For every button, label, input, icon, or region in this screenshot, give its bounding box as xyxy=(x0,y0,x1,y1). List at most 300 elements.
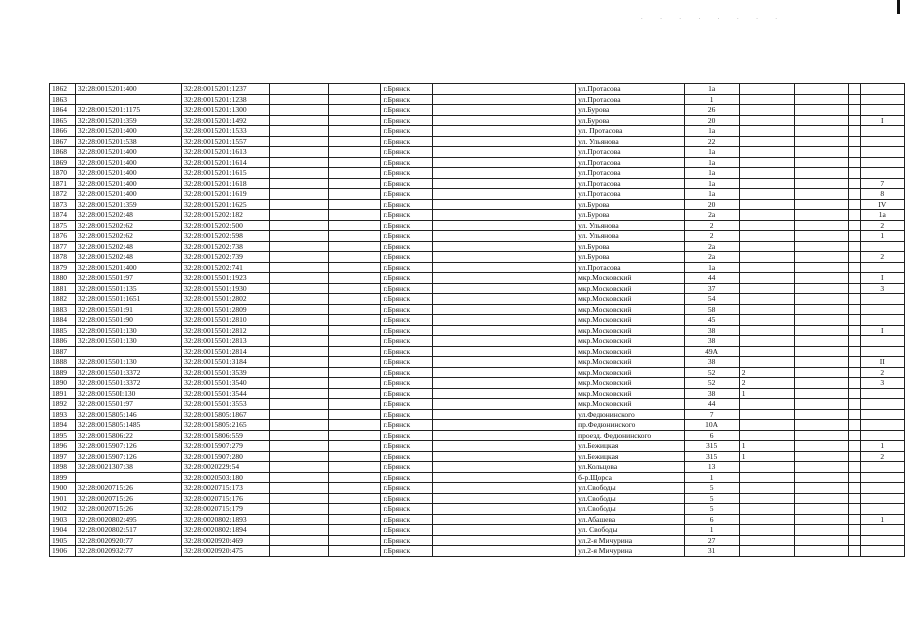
street-cell: ул.Бурова xyxy=(576,252,684,263)
blank-cell xyxy=(848,514,860,525)
blank-cell xyxy=(433,504,576,515)
blank-cell xyxy=(269,514,328,525)
premises-cell: 2 xyxy=(860,367,904,378)
blank-cell xyxy=(269,126,328,137)
blank-cell xyxy=(433,273,576,284)
street-cell: ул.Федюнинского xyxy=(576,409,684,420)
blank-cell xyxy=(269,535,328,546)
blank-cell xyxy=(794,493,848,504)
blank-cell xyxy=(328,483,381,494)
house-cell: 1а xyxy=(684,157,739,168)
table-row xyxy=(50,273,905,284)
blank-cell xyxy=(794,178,848,189)
house-cell: 52 xyxy=(684,378,739,389)
blank-cell xyxy=(328,378,381,389)
object-cadastral-cell: 32:28:0020715:173 xyxy=(182,483,270,494)
object-cadastral-cell: 32:28:0015201:1492 xyxy=(182,115,270,126)
city-cell: г.Брянск xyxy=(381,546,433,557)
blank-cell xyxy=(433,535,576,546)
blank-cell xyxy=(848,420,860,431)
table-row xyxy=(50,157,905,168)
premises-cell: 2 xyxy=(860,252,904,263)
row-number-cell: 1881 xyxy=(50,283,76,294)
blank-cell xyxy=(269,115,328,126)
building-cell xyxy=(739,462,794,473)
row-number-cell: 1899 xyxy=(50,472,76,483)
blank-cell xyxy=(269,325,328,336)
street-cell: пр.Федюнинского xyxy=(576,420,684,431)
table-row xyxy=(50,126,905,137)
land-cadastral-cell: 32:28:001550I:130 xyxy=(75,388,181,399)
house-cell: 1а xyxy=(684,262,739,273)
blank-cell xyxy=(433,189,576,200)
blank-cell xyxy=(848,199,860,210)
street-cell: мкр.Московский xyxy=(576,346,684,357)
building-cell xyxy=(739,178,794,189)
page-edge-mark xyxy=(897,0,900,14)
object-cadastral-cell: 32:28:0020715:179 xyxy=(182,504,270,515)
land-cadastral-cell: 32:28:0020920:77 xyxy=(75,535,181,546)
building-cell xyxy=(739,252,794,263)
street-cell: ул.2-я Мичурина xyxy=(576,535,684,546)
premises-cell: 2 xyxy=(860,220,904,231)
table-row xyxy=(50,388,905,399)
blank-cell xyxy=(794,378,848,389)
row-number-cell: 1906 xyxy=(50,546,76,557)
object-cadastral-cell: 32:28:0015501:2813 xyxy=(182,336,270,347)
blank-cell xyxy=(269,357,328,368)
blank-cell xyxy=(433,546,576,557)
blank-cell xyxy=(848,388,860,399)
house-cell: 6 xyxy=(684,430,739,441)
blank-cell xyxy=(848,325,860,336)
row-number-cell: 1893 xyxy=(50,409,76,420)
table-row xyxy=(50,168,905,179)
blank-cell xyxy=(269,546,328,557)
blank-cell xyxy=(794,283,848,294)
premises-cell xyxy=(860,94,904,105)
row-number-cell: 1900 xyxy=(50,483,76,494)
city-cell: г.Брянск xyxy=(381,199,433,210)
premises-cell: IV xyxy=(860,199,904,210)
blank-cell xyxy=(794,367,848,378)
blank-cell xyxy=(794,126,848,137)
building-cell: 1 xyxy=(739,388,794,399)
city-cell: г.Брянск xyxy=(381,420,433,431)
blank-cell xyxy=(269,283,328,294)
blank-cell xyxy=(848,493,860,504)
city-cell: г.Брянск xyxy=(381,535,433,546)
premises-cell xyxy=(860,483,904,494)
blank-cell xyxy=(848,136,860,147)
house-cell: 1а xyxy=(684,147,739,158)
table-row xyxy=(50,357,905,368)
table-row xyxy=(50,189,905,200)
house-cell: 2а xyxy=(684,241,739,252)
street-cell: мкр.Московский xyxy=(576,273,684,284)
land-cadastral-cell: 32:28:0015201:359 xyxy=(75,115,181,126)
street-cell: мкр.Московский xyxy=(576,294,684,305)
table-row xyxy=(50,315,905,326)
street-cell: ул.Бурова xyxy=(576,199,684,210)
land-cadastral-cell: 32:28:0015501:1651 xyxy=(75,294,181,305)
blank-cell xyxy=(794,483,848,494)
building-cell xyxy=(739,346,794,357)
house-cell: 13 xyxy=(684,462,739,473)
street-cell: ул.Бурова xyxy=(576,105,684,116)
blank-cell xyxy=(269,483,328,494)
blank-cell xyxy=(328,535,381,546)
city-cell: г.Брянск xyxy=(381,388,433,399)
table-row xyxy=(50,115,905,126)
building-cell xyxy=(739,399,794,410)
city-cell: г.Брянск xyxy=(381,514,433,525)
row-number-cell: 1891 xyxy=(50,388,76,399)
land-cadastral-cell: 32:28:0015202:48 xyxy=(75,252,181,263)
blank-cell xyxy=(848,304,860,315)
blank-cell xyxy=(328,210,381,221)
premises-cell xyxy=(860,493,904,504)
house-cell: 1 xyxy=(684,472,739,483)
table-row xyxy=(50,262,905,273)
street-cell: ул.Свободы xyxy=(576,493,684,504)
street-cell: мкр.Московский xyxy=(576,378,684,389)
city-cell: г.Брянск xyxy=(381,315,433,326)
blank-cell xyxy=(794,325,848,336)
land-cadastral-cell: 32:28:0015501:130 xyxy=(75,357,181,368)
city-cell: г.Брянск xyxy=(381,357,433,368)
blank-cell xyxy=(269,388,328,399)
table-row xyxy=(50,325,905,336)
building-cell xyxy=(739,325,794,336)
land-cadastral-cell: 32:28:0015201:400 xyxy=(75,157,181,168)
blank-cell xyxy=(848,115,860,126)
blank-cell xyxy=(269,147,328,158)
blank-cell xyxy=(794,199,848,210)
building-cell xyxy=(739,84,794,95)
street-cell: ул.Свободы xyxy=(576,504,684,515)
object-cadastral-cell: 32:28:0015501:1930 xyxy=(182,283,270,294)
premises-cell xyxy=(860,147,904,158)
building-cell xyxy=(739,283,794,294)
city-cell: г.Брянск xyxy=(381,241,433,252)
premises-cell xyxy=(860,346,904,357)
street-cell: мкр.Московский xyxy=(576,283,684,294)
row-number-cell: 1863 xyxy=(50,94,76,105)
house-cell: 38 xyxy=(684,325,739,336)
city-cell: г.Брянск xyxy=(381,252,433,263)
table-row xyxy=(50,472,905,483)
object-cadastral-cell: 32:28:0015202:741 xyxy=(182,262,270,273)
building-cell xyxy=(739,336,794,347)
blank-cell xyxy=(433,283,576,294)
object-cadastral-cell: 32:28:0015907:280 xyxy=(182,451,270,462)
table-row xyxy=(50,441,905,452)
building-cell xyxy=(739,315,794,326)
land-cadastral-cell: 32:28:0015201:400 xyxy=(75,84,181,95)
city-cell: г.Брянск xyxy=(381,525,433,536)
city-cell: г.Брянск xyxy=(381,493,433,504)
land-cadastral-cell: 32:28:0015201:359 xyxy=(75,199,181,210)
row-number-cell: 1862 xyxy=(50,84,76,95)
blank-cell xyxy=(848,84,860,95)
land-cadastral-cell xyxy=(75,472,181,483)
premises-cell xyxy=(860,126,904,137)
blank-cell xyxy=(328,514,381,525)
house-cell: 26 xyxy=(684,105,739,116)
blank-cell xyxy=(848,157,860,168)
city-cell: г.Брянск xyxy=(381,472,433,483)
blank-cell xyxy=(794,346,848,357)
row-number-cell: 1867 xyxy=(50,136,76,147)
blank-cell xyxy=(328,409,381,420)
city-cell: г.Брянск xyxy=(381,157,433,168)
land-cadastral-cell: 32:28:0015501:135 xyxy=(75,283,181,294)
building-cell xyxy=(739,294,794,305)
blank-cell xyxy=(794,420,848,431)
blank-cell xyxy=(794,472,848,483)
row-number-cell: 1868 xyxy=(50,147,76,158)
blank-cell xyxy=(269,136,328,147)
blank-cell xyxy=(269,252,328,263)
blank-cell xyxy=(328,462,381,473)
blank-cell xyxy=(328,220,381,231)
table-row xyxy=(50,283,905,294)
land-cadastral-cell xyxy=(75,346,181,357)
house-cell: 2а xyxy=(684,252,739,263)
city-cell: г.Брянск xyxy=(381,126,433,137)
blank-cell xyxy=(433,336,576,347)
blank-cell xyxy=(433,84,576,95)
object-cadastral-cell: 32:28:0015202:182 xyxy=(182,210,270,221)
house-cell: 1 xyxy=(684,525,739,536)
blank-cell xyxy=(848,220,860,231)
premises-cell xyxy=(860,336,904,347)
object-cadastral-cell: 32:28:0015202:500 xyxy=(182,220,270,231)
premises-cell xyxy=(860,525,904,536)
object-cadastral-cell: 32:28:0015201:1615 xyxy=(182,168,270,179)
blank-cell xyxy=(848,105,860,116)
blank-cell xyxy=(433,157,576,168)
city-cell: г.Брянск xyxy=(381,441,433,452)
blank-cell xyxy=(328,399,381,410)
premises-cell xyxy=(860,168,904,179)
street-cell: ул.Протасова xyxy=(576,189,684,200)
city-cell: г.Брянск xyxy=(381,94,433,105)
land-cadastral-cell: 32:28:0015202:62 xyxy=(75,220,181,231)
row-number-cell: 1877 xyxy=(50,241,76,252)
row-number-cell: 1885 xyxy=(50,325,76,336)
registry-body xyxy=(50,84,905,557)
blank-cell xyxy=(794,210,848,221)
table-row xyxy=(50,483,905,494)
premises-cell xyxy=(860,241,904,252)
street-cell: ул.2-я Мичурина xyxy=(576,546,684,557)
object-cadastral-cell: 32:28:0015805:1867 xyxy=(182,409,270,420)
blank-cell xyxy=(794,399,848,410)
object-cadastral-cell: 32:28:0015201:1618 xyxy=(182,178,270,189)
object-cadastral-cell: 32:28:0020503:180 xyxy=(182,472,270,483)
blank-cell xyxy=(269,441,328,452)
object-cadastral-cell: 32:28:0015501:2810 xyxy=(182,315,270,326)
land-cadastral-cell: 32:28:0015201:400 xyxy=(75,126,181,137)
premises-cell xyxy=(860,535,904,546)
land-cadastral-cell: 32:28:0015201:400 xyxy=(75,189,181,200)
street-cell: ул.Протасова xyxy=(576,94,684,105)
house-cell: 1а xyxy=(684,84,739,95)
object-cadastral-cell: 32:28:0020920:469 xyxy=(182,535,270,546)
blank-cell xyxy=(848,430,860,441)
blank-cell xyxy=(794,315,848,326)
row-number-cell: 1865 xyxy=(50,115,76,126)
blank-cell xyxy=(328,231,381,242)
blank-cell xyxy=(794,546,848,557)
land-cadastral-cell: 32:28:0021307:38 xyxy=(75,462,181,473)
city-cell: г.Брянск xyxy=(381,273,433,284)
premises-cell xyxy=(860,304,904,315)
row-number-cell: 1866 xyxy=(50,126,76,137)
blank-cell xyxy=(433,262,576,273)
blank-cell xyxy=(269,189,328,200)
street-cell: ул. Протасова xyxy=(576,126,684,137)
building-cell xyxy=(739,546,794,557)
street-cell: проезд. Федюнинского xyxy=(576,430,684,441)
building-cell xyxy=(739,210,794,221)
blank-cell xyxy=(433,115,576,126)
blank-cell xyxy=(433,168,576,179)
blank-cell xyxy=(328,504,381,515)
blank-cell xyxy=(433,514,576,525)
object-cadastral-cell: 32:28:0015501:2802 xyxy=(182,294,270,305)
blank-cell xyxy=(433,147,576,158)
building-cell xyxy=(739,262,794,273)
city-cell: г.Брянск xyxy=(381,346,433,357)
building-cell xyxy=(739,94,794,105)
blank-cell xyxy=(433,325,576,336)
city-cell: г.Брянск xyxy=(381,325,433,336)
blank-cell xyxy=(328,336,381,347)
land-cadastral-cell: 32:28:0020715:26 xyxy=(75,493,181,504)
table-row xyxy=(50,147,905,158)
blank-cell xyxy=(269,294,328,305)
blank-cell xyxy=(328,315,381,326)
blank-cell xyxy=(848,472,860,483)
blank-cell xyxy=(848,409,860,420)
blank-cell xyxy=(848,525,860,536)
object-cadastral-cell: 32:28:0015202:598 xyxy=(182,231,270,242)
house-cell: 20 xyxy=(684,115,739,126)
city-cell: г.Брянск xyxy=(381,136,433,147)
premises-cell xyxy=(860,136,904,147)
blank-cell xyxy=(269,462,328,473)
row-number-cell: 1886 xyxy=(50,336,76,347)
object-cadastral-cell: 32:28:0015201:1613 xyxy=(182,147,270,158)
blank-cell xyxy=(328,388,381,399)
table-row xyxy=(50,430,905,441)
blank-cell xyxy=(794,157,848,168)
land-cadastral-cell: 32:28:0015201:400 xyxy=(75,147,181,158)
blank-cell xyxy=(269,304,328,315)
blank-cell xyxy=(848,241,860,252)
city-cell: г.Брянск xyxy=(381,451,433,462)
row-number-cell: 1871 xyxy=(50,178,76,189)
city-cell: г.Брянск xyxy=(381,399,433,410)
building-cell: 1 xyxy=(739,441,794,452)
house-cell: 315 xyxy=(684,441,739,452)
table-row xyxy=(50,294,905,305)
premises-cell xyxy=(860,409,904,420)
land-cadastral-cell: 32:28:0015806:22 xyxy=(75,430,181,441)
building-cell xyxy=(739,504,794,515)
blank-cell xyxy=(794,105,848,116)
table-row xyxy=(50,336,905,347)
blank-cell xyxy=(433,409,576,420)
building-cell xyxy=(739,430,794,441)
blank-cell xyxy=(433,483,576,494)
premises-cell xyxy=(860,157,904,168)
street-cell: ул.Протасова xyxy=(576,147,684,158)
table-row xyxy=(50,462,905,473)
blank-cell xyxy=(794,241,848,252)
blank-cell xyxy=(328,325,381,336)
blank-cell xyxy=(433,346,576,357)
blank-cell xyxy=(433,420,576,431)
street-cell: ул.Протасова xyxy=(576,157,684,168)
table-row xyxy=(50,199,905,210)
house-cell: 22 xyxy=(684,136,739,147)
street-cell: ул.Протасова xyxy=(576,168,684,179)
building-cell: 2 xyxy=(739,378,794,389)
premises-cell xyxy=(860,546,904,557)
blank-cell xyxy=(848,283,860,294)
blank-cell xyxy=(328,241,381,252)
row-number-cell: 1889 xyxy=(50,367,76,378)
premises-cell: 1 xyxy=(860,514,904,525)
object-cadastral-cell: 32:28:0020802:1894 xyxy=(182,525,270,536)
land-cadastral-cell: 32:28:0015201:1175 xyxy=(75,105,181,116)
blank-cell xyxy=(848,178,860,189)
premises-cell xyxy=(860,388,904,399)
row-number-cell: 1882 xyxy=(50,294,76,305)
table-row xyxy=(50,178,905,189)
house-cell: 44 xyxy=(684,273,739,284)
table-row xyxy=(50,136,905,147)
building-cell xyxy=(739,409,794,420)
building-cell xyxy=(739,273,794,284)
street-cell: ул.Бурова xyxy=(576,210,684,221)
blank-cell xyxy=(328,367,381,378)
building-cell xyxy=(739,514,794,525)
blank-cell xyxy=(848,252,860,263)
table-row xyxy=(50,420,905,431)
row-number-cell: 1875 xyxy=(50,220,76,231)
object-cadastral-cell: 32:28:0020229:54 xyxy=(182,462,270,473)
land-cadastral-cell: 32:28:0015805:1485 xyxy=(75,420,181,431)
building-cell xyxy=(739,157,794,168)
street-cell: ул.Абашева xyxy=(576,514,684,525)
house-cell: 1а xyxy=(684,178,739,189)
land-cadastral-cell: 32:28:0015501:97 xyxy=(75,273,181,284)
street-cell: мкр.Московский xyxy=(576,388,684,399)
street-cell: ул. Ульянова xyxy=(576,220,684,231)
premises-cell: I xyxy=(860,273,904,284)
premises-cell xyxy=(860,399,904,410)
row-number-cell: 1896 xyxy=(50,441,76,452)
blank-cell xyxy=(433,315,576,326)
blank-cell xyxy=(794,336,848,347)
blank-cell xyxy=(328,451,381,462)
blank-cell xyxy=(269,399,328,410)
